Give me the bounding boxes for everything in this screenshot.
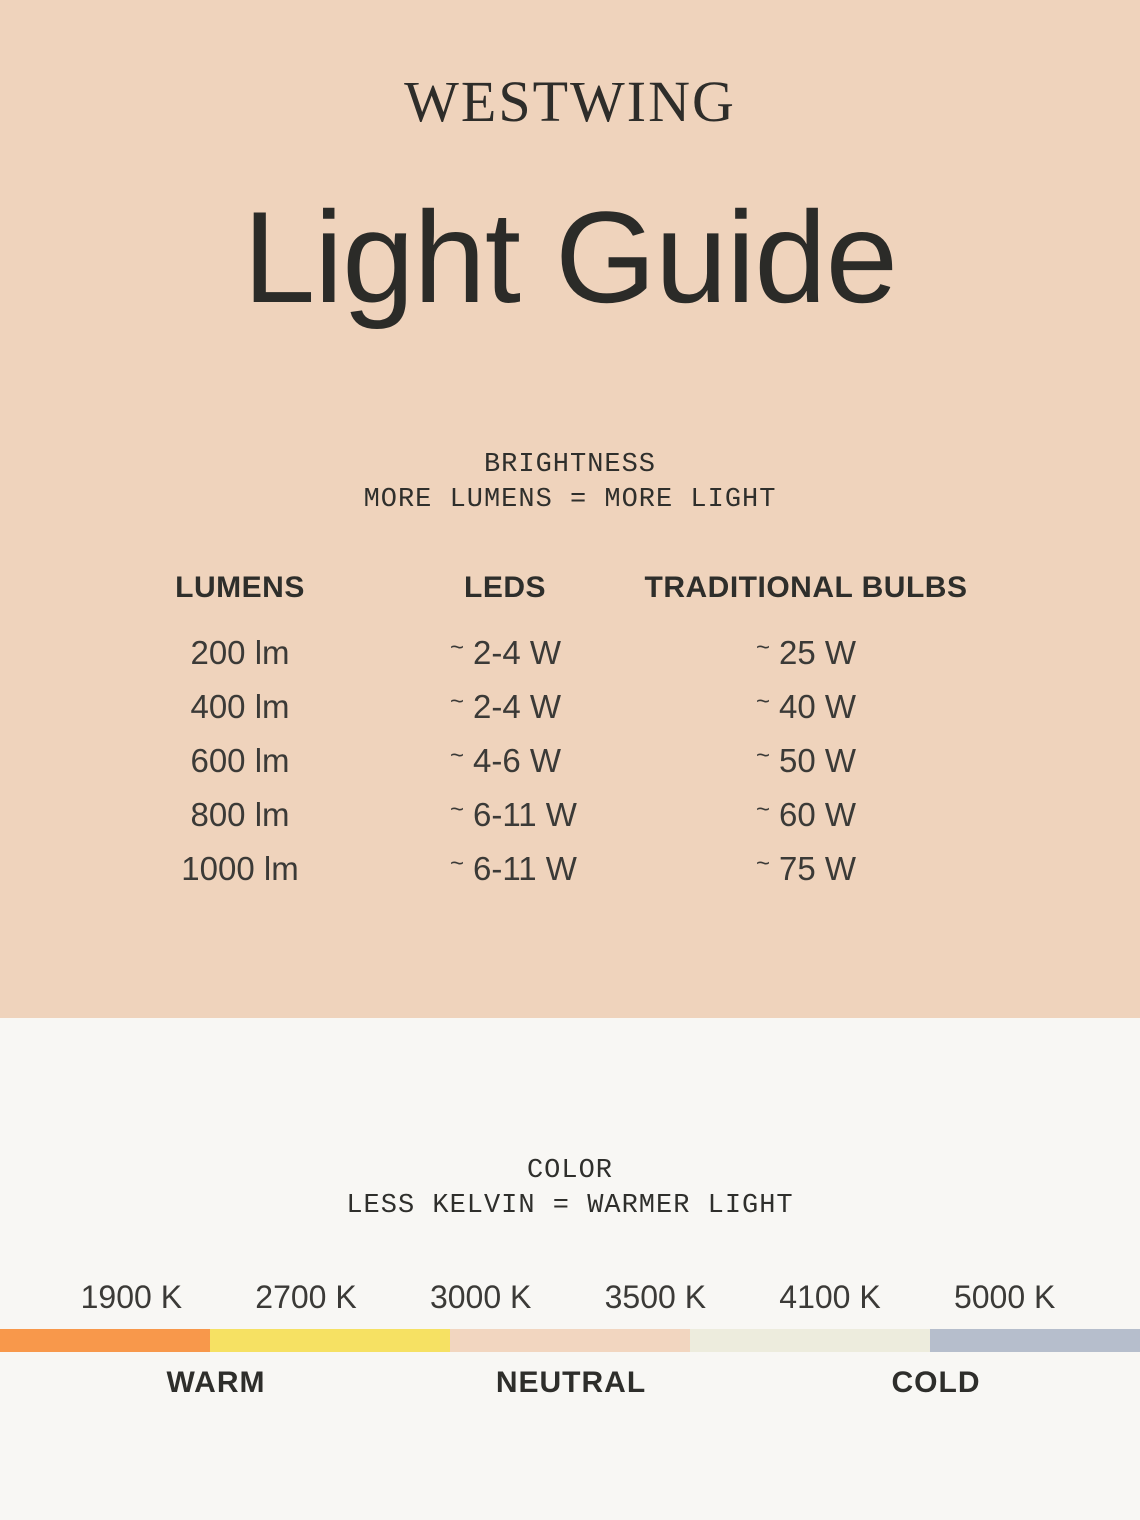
lumens-value: 600 lm: [190, 742, 290, 779]
brightness-heading: BRIGHTNESS: [483, 450, 657, 480]
bulb-watt-value: [756, 788, 1016, 842]
led-watt-value: [450, 788, 710, 842]
led-watt-value: [450, 842, 710, 896]
bulb-watt-value: [756, 680, 1016, 734]
approx-tilde: ~: [756, 796, 771, 823]
approx-tilde: ~: [450, 634, 465, 661]
table-header-leds: LEDS: [463, 571, 547, 604]
color-heading: COLOR: [526, 1156, 613, 1186]
led-watt-text: 4-6 W: [473, 742, 562, 779]
table-row: [0, 680, 1140, 734]
kelvin-label: 1900 K: [80, 1279, 183, 1315]
color-heading-block: [0, 1154, 1140, 1224]
temperature-label-warm: WARM: [166, 1366, 266, 1399]
bulb-watt-text: 25 W: [779, 634, 857, 671]
scale-segment-warm-orange: [0, 1329, 210, 1352]
scale-segment-cold-blue: [930, 1329, 1140, 1352]
bulb-watt-value: [756, 842, 1016, 896]
led-watt-value: [450, 734, 710, 788]
bulb-watt-text: 60 W: [779, 796, 857, 833]
temperature-label-neutral: NEUTRAL: [495, 1366, 647, 1399]
lumens-value: 1000 lm: [181, 850, 299, 887]
table-header-traditional-bulbs: TRADITIONAL BULBS: [644, 571, 968, 604]
led-watt-text: 6-11 W: [473, 796, 577, 833]
brightness-subheading: MORE LUMENS = MORE LIGHT: [363, 485, 777, 515]
brightness-table: [0, 626, 1140, 896]
kelvin-label: 3500 K: [604, 1279, 707, 1315]
approx-tilde: ~: [450, 796, 465, 823]
table-row: [0, 842, 1140, 896]
kelvin-label: 2700 K: [255, 1279, 357, 1315]
approx-tilde: ~: [756, 688, 771, 715]
brand-logo: WESTWING: [404, 69, 736, 134]
bulb-watt-text: 50 W: [779, 742, 857, 779]
table-row: [0, 734, 1140, 788]
approx-tilde: ~: [756, 742, 771, 769]
scale-segment-neutral-cream: [690, 1329, 930, 1352]
table-header-lumens: LUMENS: [175, 571, 305, 604]
led-watt-text: 2-4 W: [473, 634, 562, 671]
led-watt-value: [450, 626, 710, 680]
kelvin-scale-labels: [0, 1280, 1140, 1314]
led-watt-text: 6-11 W: [473, 850, 577, 887]
lumens-value: 200 lm: [190, 634, 290, 671]
kelvin-label: 5000 K: [953, 1279, 1056, 1315]
color-temperature-scale-bar: [0, 1329, 1140, 1352]
kelvin-label: 4100 K: [779, 1279, 881, 1315]
temperature-label-cold: COLD: [891, 1366, 981, 1399]
lumens-value: 800 lm: [190, 796, 290, 833]
page-title: Light Guide: [243, 184, 897, 330]
approx-tilde: ~: [756, 850, 771, 877]
approx-tilde: ~: [450, 688, 465, 715]
led-watt-value: [450, 680, 710, 734]
table-row: [0, 626, 1140, 680]
table-row: [0, 788, 1140, 842]
scale-segment-warm-yellow: [210, 1329, 450, 1352]
approx-tilde: ~: [756, 634, 771, 661]
led-watt-text: 2-4 W: [473, 688, 562, 725]
bulb-watt-value: [756, 734, 1016, 788]
brightness-heading-block: [0, 448, 1140, 518]
kelvin-label: 3000 K: [429, 1279, 532, 1315]
bulb-watt-text: 40 W: [779, 688, 857, 725]
color-subheading: LESS KELVIN = WARMER LIGHT: [346, 1191, 794, 1221]
bulb-watt-text: 75 W: [779, 850, 857, 887]
scale-segment-neutral-peach: [450, 1329, 690, 1352]
approx-tilde: ~: [450, 850, 465, 877]
lumens-value: 400 lm: [190, 688, 290, 725]
color-section-background: [0, 1018, 1140, 1520]
approx-tilde: ~: [450, 742, 465, 769]
bulb-watt-value: [756, 626, 1016, 680]
